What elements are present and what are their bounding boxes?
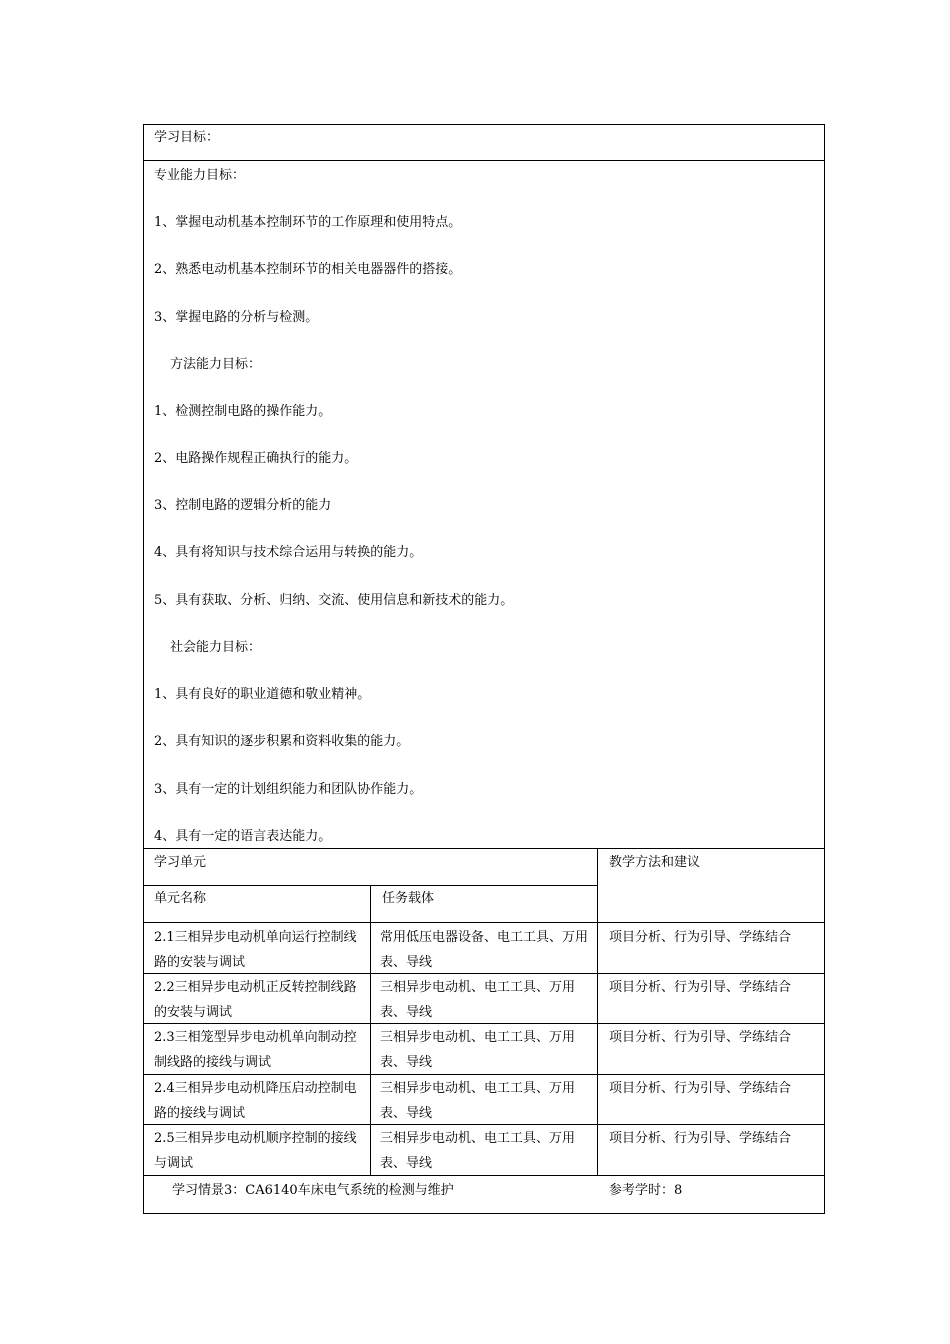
task-carrier-cell: 三相异步电动机、电工工具、万用表、导线 bbox=[380, 1081, 576, 1121]
method-goals-title: 方法能力目标： bbox=[170, 357, 262, 372]
divider bbox=[143, 973, 825, 974]
method-cell: 项目分析、行为引导、学练结合 bbox=[609, 1131, 792, 1146]
learning-goals-heading: 学习目标： bbox=[154, 130, 220, 145]
column-divider bbox=[597, 848, 598, 1175]
goal-item: 3、掌握电路的分析与检测。 bbox=[154, 310, 319, 325]
divider bbox=[143, 848, 825, 849]
goal-item: 5、具有获取、分析、归纳、交流、使用信息和新技术的能力。 bbox=[154, 593, 514, 608]
method-cell: 项目分析、行为引导、学练结合 bbox=[609, 1081, 792, 1096]
divider bbox=[143, 160, 825, 161]
goal-item: 4、具有将知识与技术综合运用与转换的能力。 bbox=[154, 545, 423, 560]
goal-item: 1、具有良好的职业道德和敬业精神。 bbox=[154, 687, 371, 702]
goal-item: 3、控制电路的逻辑分析的能力 bbox=[154, 498, 332, 513]
goal-item: 1、检测控制电路的操作能力。 bbox=[154, 404, 332, 419]
goal-item: 2、熟悉电动机基本控制环节的相关电器器件的搭接。 bbox=[154, 262, 462, 277]
goal-item: 4、具有一定的语言表达能力。 bbox=[154, 829, 332, 844]
method-cell: 项目分析、行为引导、学练结合 bbox=[609, 930, 792, 945]
units-heading: 学习单元 bbox=[154, 855, 207, 870]
task-carrier-cell: 三相异步电动机、电工工具、万用表、导线 bbox=[380, 1131, 576, 1171]
unit-name-cell: 2.1三相异步电动机单向运行控制线路的安装与调试 bbox=[154, 930, 357, 970]
col-task-carrier: 任务载体 bbox=[382, 891, 435, 906]
reference-hours: 参考学时：8 bbox=[609, 1183, 683, 1198]
professional-goals-title: 专业能力目标： bbox=[154, 168, 246, 183]
unit-name-cell: 2.2三相异步电动机正反转控制线路的安装与调试 bbox=[154, 980, 357, 1020]
divider bbox=[143, 1124, 825, 1125]
col-unit-name: 单元名称 bbox=[154, 891, 207, 906]
method-cell: 项目分析、行为引导、学练结合 bbox=[609, 1030, 792, 1045]
divider bbox=[143, 1074, 825, 1075]
divider bbox=[143, 1023, 825, 1024]
goal-item: 1、掌握电动机基本控制环节的工作原理和使用特点。 bbox=[154, 215, 462, 230]
task-carrier-cell: 三相异步电动机、电工工具、万用表、导线 bbox=[380, 980, 576, 1020]
learning-scenario-title: 学习情景3：CA6140车床电气系统的检测与维护 bbox=[172, 1183, 454, 1198]
goal-item: 3、具有一定的计划组织能力和团队协作能力。 bbox=[154, 782, 423, 797]
column-divider bbox=[370, 885, 371, 1175]
method-cell: 项目分析、行为引导、学练结合 bbox=[609, 980, 792, 995]
divider bbox=[143, 1175, 825, 1176]
task-carrier-cell: 三相异步电动机、电工工具、万用表、导线 bbox=[380, 1030, 576, 1070]
unit-name-cell: 2.5三相异步电动机顺序控制的接线与调试 bbox=[154, 1131, 357, 1171]
social-goals-title: 社会能力目标： bbox=[170, 640, 262, 655]
unit-name-cell: 2.4三相异步电动机降压启动控制电路的接线与调试 bbox=[154, 1081, 357, 1121]
unit-name-cell: 2.3三相笼型异步电动机单向制动控制线路的接线与调试 bbox=[154, 1030, 357, 1070]
goal-item: 2、具有知识的逐步积累和资料收集的能力。 bbox=[154, 734, 410, 749]
divider bbox=[143, 922, 825, 923]
goal-item: 2、电路操作规程正确执行的能力。 bbox=[154, 451, 358, 466]
task-carrier-cell: 常用低压电器设备、电工工具、万用表、导线 bbox=[380, 930, 589, 970]
teaching-method-heading: 教学方法和建议 bbox=[609, 855, 701, 870]
